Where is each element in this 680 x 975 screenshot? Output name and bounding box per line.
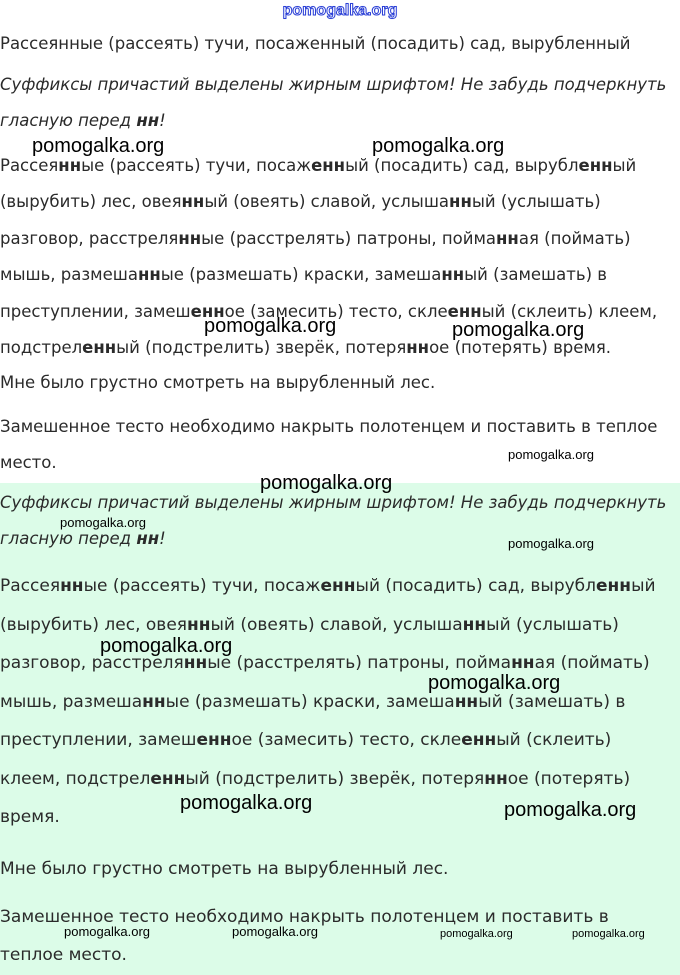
sentence-2: Замешенное тесто необходимо накрыть полотенцем и поставить в теплое место. bbox=[0, 417, 658, 472]
watermark: pomogalka.org bbox=[452, 319, 585, 341]
watermark: pomogalka.org bbox=[572, 928, 645, 940]
suffix-note-end: ! bbox=[159, 111, 166, 130]
answer-panel bbox=[0, 483, 680, 975]
watermark: pomogalka.org bbox=[204, 315, 337, 337]
participles-list: Рассеянные (рассеять) тучи, посаженный (посадить) сад, вырубленный (вырубить) лес, овеянный (овеять) славой, услышанный (услышать) разговор, расстрелянные (расстрелять) патроны, пойманная (поймать) мышь, размешанные (размешать) краски, замешанный (замешать) в преступлении, замешенное (замесить) тесто, склеенный (склеить) клеем, подстреленный (подстрелить) зверёк, потерянное (потерять) время. bbox=[0, 156, 658, 358]
watermark: pomogalka.org bbox=[428, 672, 561, 694]
answer-suffix-note-nn: нн bbox=[136, 529, 160, 548]
answer-sentence-1: Мне было грустно смотреть на вырубленный лес. bbox=[0, 859, 449, 879]
watermark: pomogalka.org bbox=[260, 472, 393, 494]
watermark: pomogalka.org bbox=[64, 924, 150, 939]
watermark: pomogalka.org bbox=[60, 515, 146, 530]
suffix-note-nn: нн bbox=[136, 111, 160, 130]
answer-suffix-note-end: ! bbox=[159, 529, 166, 548]
watermark: pomogalka.org bbox=[100, 635, 233, 657]
watermark: pomogalka.org bbox=[32, 135, 165, 157]
watermark: pomogalka.org bbox=[372, 135, 505, 157]
first-line-text: Рассеянные (рассеять) тучи, посаженный (посадить) сад, вырубленный bbox=[0, 34, 631, 53]
answer-participles-list: Рассеянные (рассеять) тучи, посаженный (посадить) сад, вырубленный (вырубить) лес, овеянный (овеять) славой, услышанный (услышать) разговор, расстрелянные (расстрелять) патроны, пойманная (поймать) мышь, размешанные (размешать) краски, замешанный (замешать) в преступлении, замешенное (замесить) тесто, склеенный (склеить) клеем, подстреленный (подстрелить) зверёк, потерянное (потерять) время. bbox=[0, 576, 656, 827]
watermark: pomogalka.org bbox=[508, 447, 594, 462]
watermark: pomogalka.org bbox=[232, 924, 318, 939]
answer-sentence-2: Замешенное тесто необходимо накрыть полотенцем и поставить в теплое место. bbox=[0, 907, 609, 965]
watermark: pomogalka.org bbox=[180, 792, 313, 814]
answer-suffix-note-text: Суффиксы причастий выделены жирным шрифтом! Не забудь подчеркнуть гласную перед bbox=[0, 493, 667, 548]
sentence-1: Мне было грустно смотреть на вырубленный лес. bbox=[0, 373, 436, 392]
suffix-note-text: Суффиксы причастий выделены жирным шрифтом! Не забудь подчеркнуть гласную перед bbox=[0, 75, 667, 130]
watermark: pomogalka.org bbox=[440, 928, 513, 940]
watermark: pomogalka.org bbox=[508, 536, 594, 551]
suffix-note bbox=[0, 67, 676, 139]
watermark: pomogalka.org bbox=[504, 799, 637, 821]
site-header-logo[interactable]: pomogalka.org bbox=[282, 2, 398, 19]
